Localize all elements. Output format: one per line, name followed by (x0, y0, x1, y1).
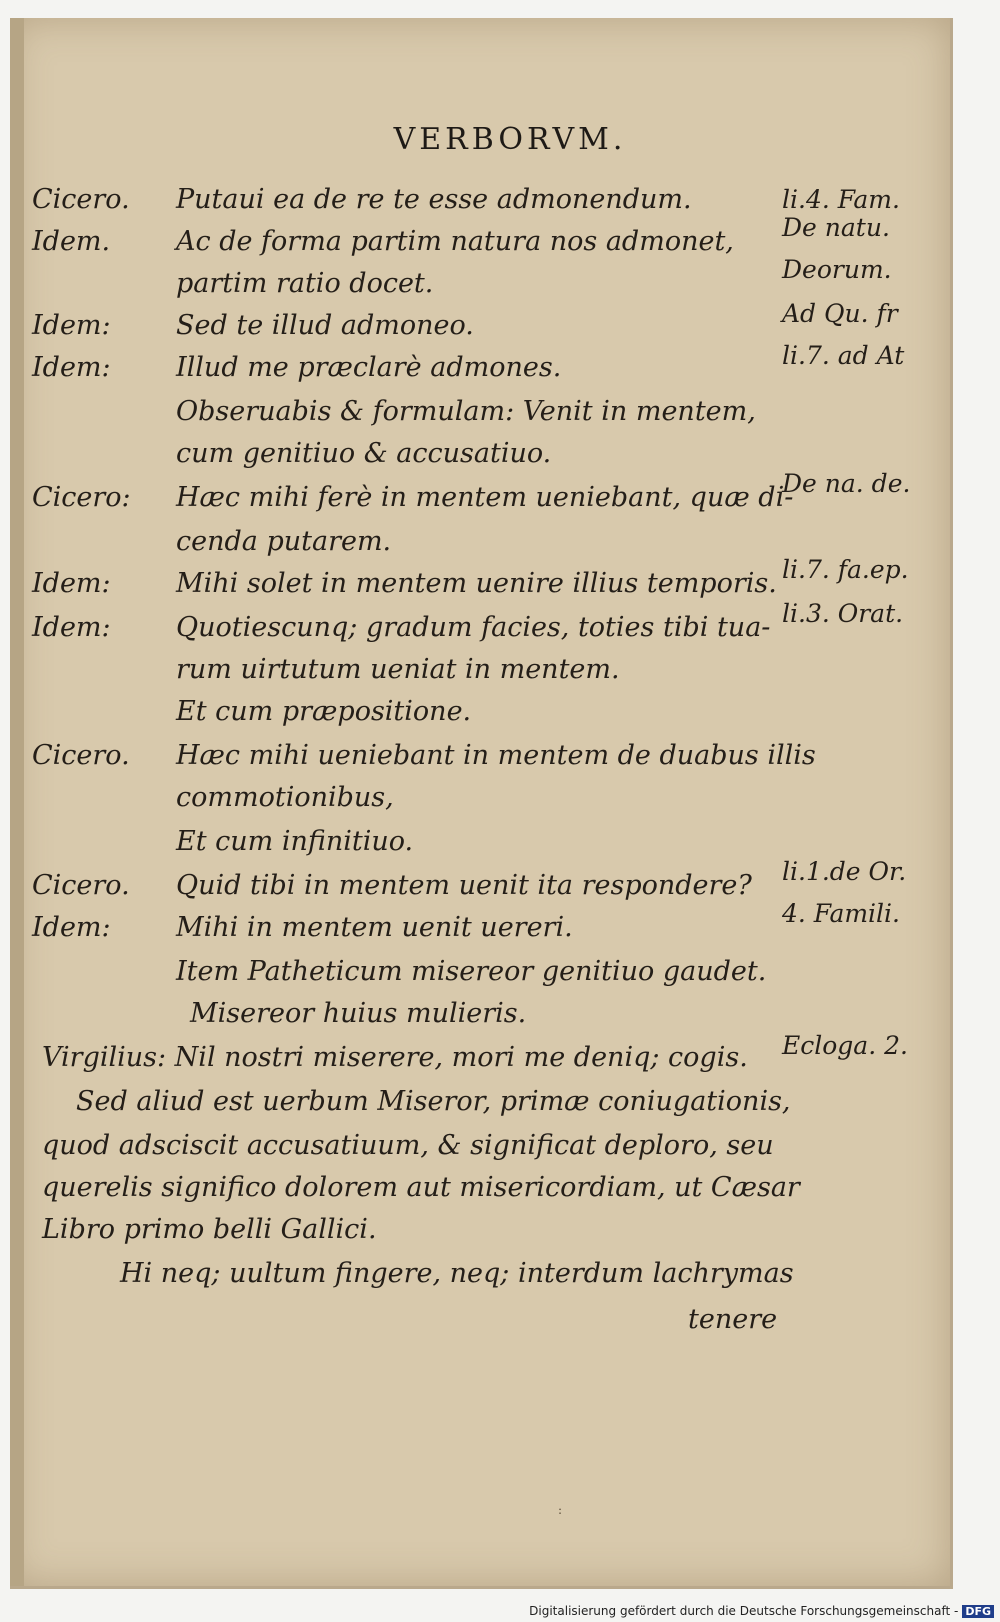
virgil-line: Virgilius: Nil nostri miserere, mori me deniq; cogis. (42, 1042, 748, 1073)
paragraph-line: querelis significo dolorem aut misericordiam, ut Cæsar (42, 1172, 800, 1203)
paragraph-line: Libro primo belli Gallici. (42, 1214, 377, 1245)
verse-line: cenda putarem. (176, 526, 392, 557)
speaker-label: Idem: (32, 568, 111, 599)
speaker-label: Idem: (32, 310, 111, 341)
verse-line: Hæc mihi ueniebant in mentem de duabus illis (176, 740, 816, 771)
verse-line: Illud me præclarè admones. (176, 352, 562, 383)
paragraph-line: quod adsciscit accusatiuum, & significat deploro, seu (42, 1130, 774, 1161)
margin-note: De na. de. (782, 469, 911, 498)
verse-line: rum uirtutum ueniat in mentem. (176, 654, 620, 685)
verse-line: Hæc mihi ferè in mentem ueniebant, quæ di- (176, 482, 794, 513)
verse-line: Putaui ea de re te esse admonendum. (176, 184, 692, 215)
verse-line: Quotiescunq; gradum facies, toties tibi tua- (176, 612, 771, 643)
speaker-label: Cicero: (32, 482, 131, 513)
dfg-logo: DFG (962, 1605, 994, 1618)
book-page (10, 18, 953, 1589)
margin-note: li.1.de Or. (782, 857, 907, 886)
verse-line: cum genitiuo & accusatiuo. (176, 438, 552, 469)
page-header: VERBORVM. (393, 122, 627, 157)
folio-mark: : (558, 1503, 563, 1517)
margin-note: Ecloga. 2. (782, 1031, 908, 1060)
verse-line: Et cum infinitiuo. (176, 826, 414, 857)
speaker-label: Idem: (32, 612, 111, 643)
speaker-label: Idem: (32, 912, 111, 943)
verse-line: commotionibus, (176, 782, 394, 813)
footer-credit (529, 1604, 994, 1618)
verse-line: Obseruabis & formulam: Venit in mentem, (176, 396, 756, 427)
speaker-label: Cicero. (32, 740, 130, 771)
verse-line: Ac de forma partim natura nos admonet, (176, 226, 734, 257)
speaker-label: Cicero. (32, 870, 130, 901)
catchword: tenere (688, 1304, 778, 1335)
margin-note: Deorum. (782, 255, 892, 284)
speaker-label: Cicero. (32, 184, 130, 215)
verse-line: Et cum præpositione. (176, 696, 472, 727)
margin-note: li.7. ad At (782, 341, 905, 370)
verse-line: Quid tibi in mentem uenit ita respondere? (176, 870, 752, 901)
margin-note: li.4. Fam. (782, 185, 900, 214)
verse-line: Misereor huius mulieris. (190, 998, 527, 1029)
margin-note: li.3. Orat. (782, 599, 904, 628)
verse-line: Mihi in mentem uenit uereri. (176, 912, 573, 943)
margin-note: De natu. (782, 213, 890, 242)
speaker-label: Idem. (32, 226, 111, 257)
margin-note: Ad Qu. fr (782, 299, 898, 328)
verse-line: Mihi solet in mentem uenire illius temporis. (176, 568, 777, 599)
paragraph-line: Sed aliud est uerbum Miseror, primæ coniugationis, (76, 1086, 791, 1117)
verse-line: Item Patheticum misereor genitiuo gaudet. (176, 956, 767, 987)
verse-line: partim ratio docet. (176, 268, 434, 299)
quote-line: Hi neq; uultum fingere, neq; interdum lachrymas (120, 1258, 794, 1289)
page-gutter (10, 18, 24, 1586)
footer-text: Digitalisierung gefördert durch die Deutsche Forschungsgemeinschaft - (529, 1604, 959, 1618)
speaker-label: Idem: (32, 352, 111, 383)
verse-line: Sed te illud admoneo. (176, 310, 474, 341)
margin-note: 4. Famili. (782, 899, 900, 928)
margin-note: li.7. fa.ep. (782, 555, 909, 584)
